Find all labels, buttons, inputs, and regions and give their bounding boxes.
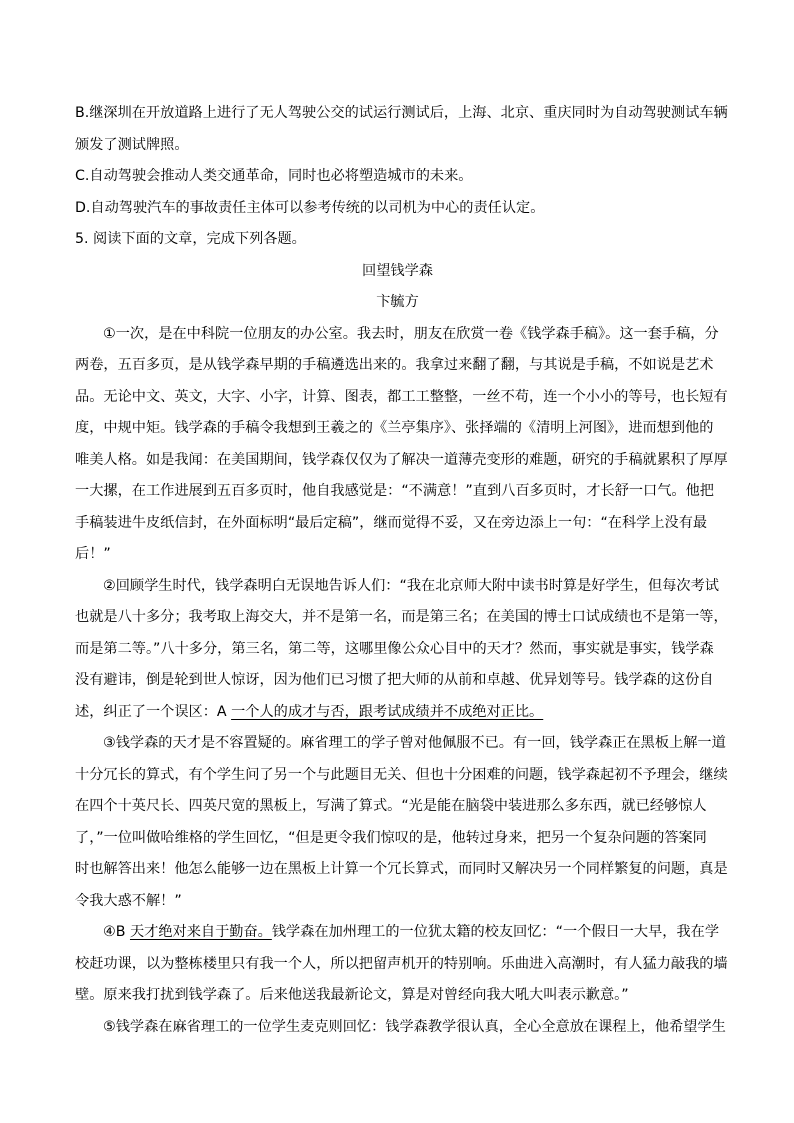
paragraph-2-line: ②回顾学生时代，钱学森明白无误地告诉人们：“我在北京师大附中读书时算是好学生，但每次考试 xyxy=(103,577,719,594)
paragraph-2-line: 而是第二等。”八十多分，第三名，第二等，这哪里像公众心目中的天才？然而，事实就是事实，钱学森 xyxy=(75,640,714,657)
paragraph-3-line: 在四个十英尺长、四英尺宽的黑板上，写满了算式。“光是能在脑袋中装进那么多东西，就已经够惊人 xyxy=(75,798,707,814)
paragraph-4-text: 钱学森在加州理工的一位犹太籍的校友回忆：“一个假日一大早，我在学 xyxy=(271,924,720,940)
paragraph-3-line: 时也解答出来！他怎么能够一边在黑板上计算一个冗长算式，而同时又解决另一个同样繁复的问题，真是 xyxy=(75,861,728,877)
paragraph-1-line: 一大摞，在工作进展到五百多页时，他自我感觉是：“不满意！”直到八百多页时，才长舒一口气。他把 xyxy=(75,483,714,499)
article-title: 回望钱学森 xyxy=(362,262,433,279)
paragraph-4-line: 校赶功课，以为整栋楼里只有我一个人，所以把留声机开的特别响。乐曲进入高潮时，有人猛力敲我的墙 xyxy=(75,955,728,972)
underlined-sentence-a: 一个人的成才与否，跟考试成绩并不成绝对正比。 xyxy=(231,703,544,720)
underlined-sentence-b: 天才绝对来自于勤奋。 xyxy=(129,924,272,940)
option-d: D.自动驾驶汽车的事故责任主体可以参考传统的以司机为中心的责任认定。 xyxy=(75,199,545,216)
paragraph-1-line: 度，中规中矩。钱学森的手稿令我想到王羲之的《兰亭集序》、张择端的《清明上河图》，进而想到他的 xyxy=(75,420,714,436)
paragraph-3-line: 令我大惑不解！” xyxy=(75,892,182,909)
paragraph-5-line: ⑤钱学森在麻省理工的一位学生麦克则回忆：钱学森教学很认真，全心全意放在课程上，他希望学生 xyxy=(103,1018,726,1035)
paragraph-4-line: 壁。原来我打扰到钱学森了。后来他送我最新论文，算是对曾经向我大吼大叫表示歉意。” xyxy=(75,987,629,1003)
article-author: 卞毓方 xyxy=(376,294,419,310)
paragraph-4-line xyxy=(75,917,720,949)
paragraph-1-line: 手稿装进牛皮纸信封，在外面标明“最后定稿”，继而觉得不妥，又在旁边添上一句：“在科学上没有最 xyxy=(75,514,708,531)
document-body xyxy=(75,98,728,1043)
paragraph-2-line xyxy=(75,697,720,729)
option-b-line-1: B.继深圳在开放道路上进行了无人驾驶公交的试运行测试后，上海、北京、重庆同时为自动驾驶测试车辆 xyxy=(75,105,728,121)
paragraph-1-line: 后！” xyxy=(75,546,111,562)
marker-b-label: ④B xyxy=(103,924,130,940)
marker-a-label: 述，纠正了一个误区：A xyxy=(75,703,232,720)
question-5-prompt: 5. 阅读下面的文章，完成下列各题。 xyxy=(75,231,306,247)
paragraph-3-line: 了，”一位叫做哈维格的学生回忆，“但是更令我们惊叹的是，他转过身来，把另一个复杂问题的答案同 xyxy=(75,829,707,846)
paragraph-2-line: 也就是八十多分；我考取上海交大，并不是第一名，而是第三名；在美国的博士口试成绩也不是第一等， xyxy=(75,609,728,625)
option-b-line-2: 颁发了测试牌照。 xyxy=(75,136,189,153)
paragraph-2-line: 没有避讳，倒是轮到世人惊讶，因为他们已习惯了把大师的从前和卓越、优异划等号。钱学森的这份自 xyxy=(75,672,714,688)
paragraph-1-line: 品。无论中文、英文，大字、小字，计算、图表，都工工整整，一丝不苟，连一个小小的等号，也长短有 xyxy=(75,388,728,405)
paragraph-1-line: ①一次，是在中科院一位朋友的办公室。我去时，朋友在欣赏一卷《钱学森手稿》。这一套手稿，分 xyxy=(103,325,719,342)
paragraph-3-line: ③钱学森的天才是不容置疑的。麻省理工的学子曾对他佩服不已。有一回，钱学森正在黑板上解一道 xyxy=(103,735,726,751)
paragraph-1-line: 唯美人格。如是我闻：在美国期间，钱学森仅仅为了解决一道薄壳变形的难题，研究的手稿就累积了厚厚 xyxy=(75,451,728,468)
paragraph-3-line: 十分冗长的算式，有个学生问了另一个与此题目无关、但也十分困难的问题，钱学森起初不予理会，继续 xyxy=(75,766,728,783)
paragraph-1-line: 两卷，五百多页，是从钱学森早期的手稿遴选出来的。我拿过来翻了翻，与其说是手稿，不如说是艺术 xyxy=(75,357,714,373)
option-c: C.自动驾驶会推动人类交通革命，同时也必将塑造城市的未来。 xyxy=(75,168,473,184)
